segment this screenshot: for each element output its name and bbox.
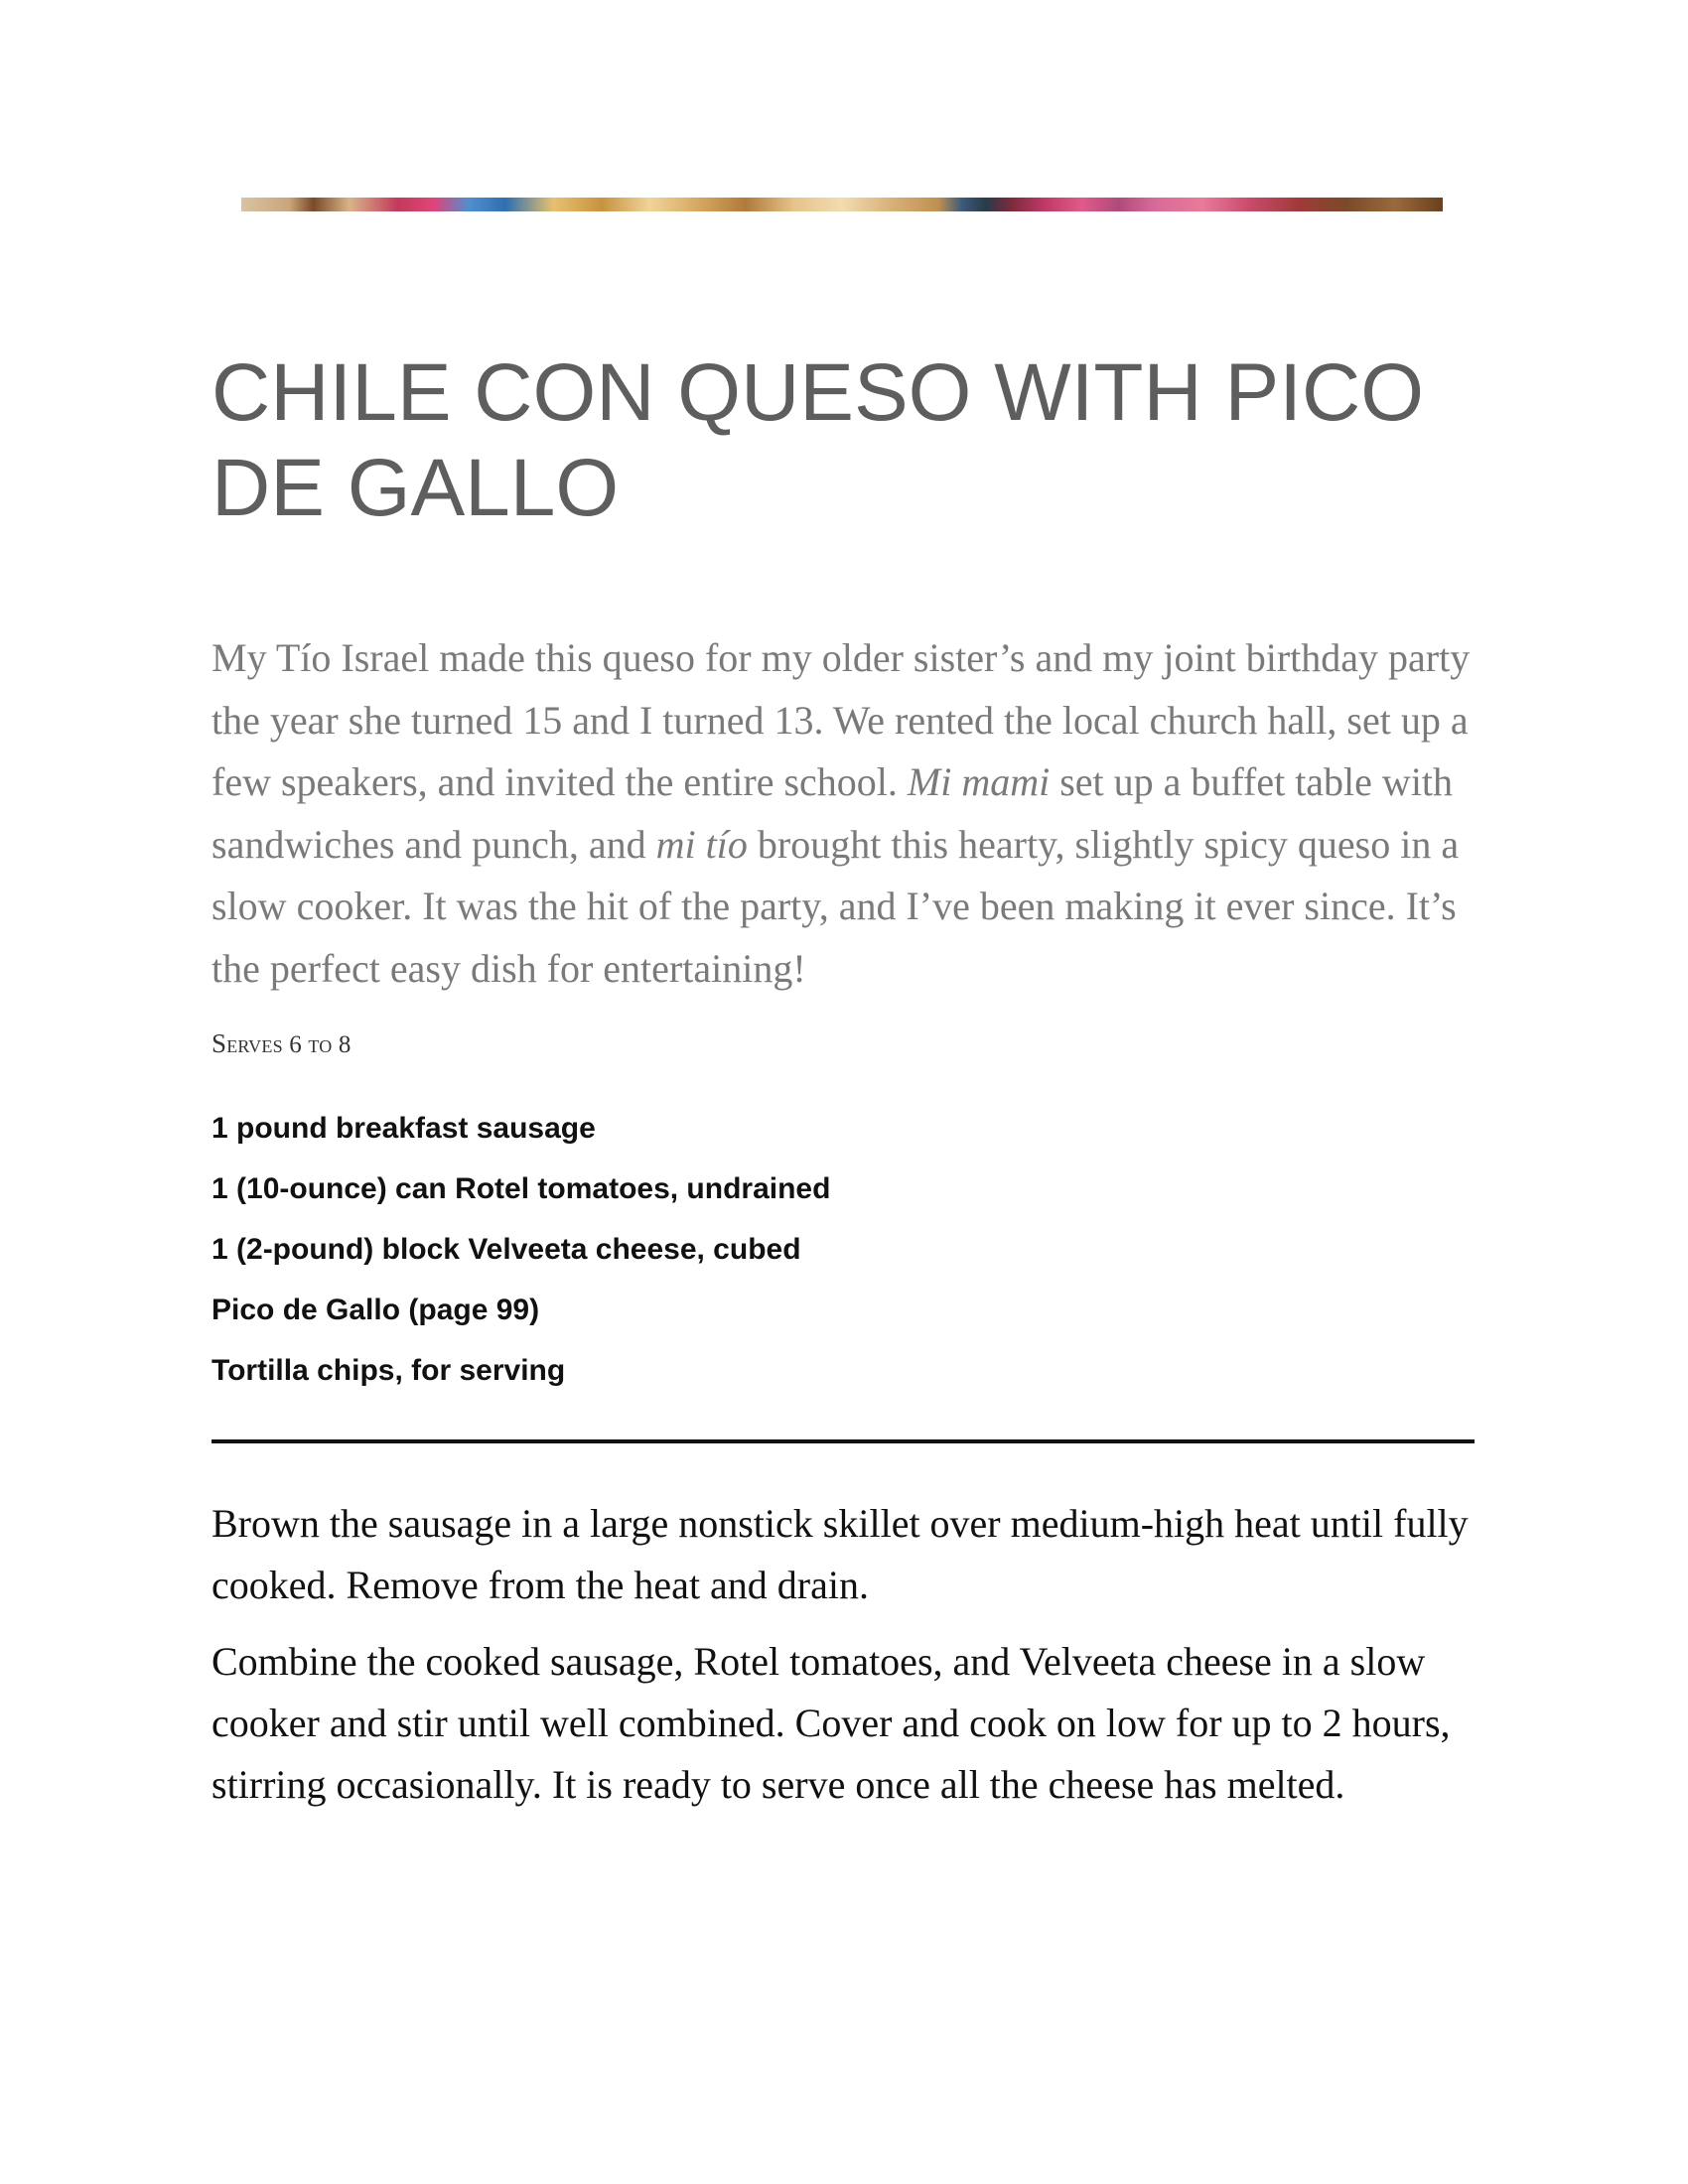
ingredient-item: Tortilla chips, for serving bbox=[211, 1354, 566, 1387]
method-steps bbox=[211, 1493, 1482, 1831]
intro-emphasis-2: mi tío bbox=[655, 821, 748, 867]
recipe-intro bbox=[211, 627, 1482, 1000]
intro-emphasis-1: Mi mami bbox=[907, 759, 1051, 804]
ingredient-list bbox=[211, 1109, 830, 1412]
intro-text-2: set up a buffet table with sandwiches and punch, and bbox=[211, 759, 1454, 867]
servings-text: erves 6 to 8 bbox=[226, 1031, 352, 1058]
ingredient-item: Pico de Gallo (page 99) bbox=[211, 1294, 540, 1326]
ingredient-item: 1 (2-pound) block Velveeta cheese, cubed bbox=[211, 1233, 801, 1266]
section-divider bbox=[211, 1439, 1475, 1443]
ingredient-item: 1 (10-ounce) can Rotel tomatoes, undrained bbox=[211, 1172, 831, 1205]
recipe-photo bbox=[241, 198, 1443, 211]
intro-text-3: brought this hearty, slightly spicy queso in a slow cooker. It was the hit of the party, and I’ve been making it ever since. It’s the perfect easy dish for entertaining! bbox=[211, 821, 1460, 991]
servings-initial: S bbox=[211, 1028, 227, 1058]
method-step: Brown the sausage in a large nonstick skillet over medium-high heat until fully cooked. Remove from the heat and drain. bbox=[211, 1501, 1469, 1607]
method-step: Combine the cooked sausage, Rotel tomatoes, and Velveeta cheese in a slow cooker and stir until well combined. Cover and cook on low for up to 2 hours, stirring occasionally. It is ready to serve once all the cheese has melted. bbox=[211, 1639, 1451, 1807]
intro-text-1: My Tío Israel made this queso for my older sister’s and my joint birthday party the year she turned 15 and I turned 13. We rented the local church hall, set up a few speakers, and invited the entire school. bbox=[211, 635, 1471, 804]
servings-label bbox=[211, 1028, 352, 1059]
recipe-title: CHILE CON QUESO WITH PICO DE GALLO bbox=[211, 347, 1424, 533]
ingredient-item: 1 pound breakfast sausage bbox=[211, 1112, 596, 1145]
